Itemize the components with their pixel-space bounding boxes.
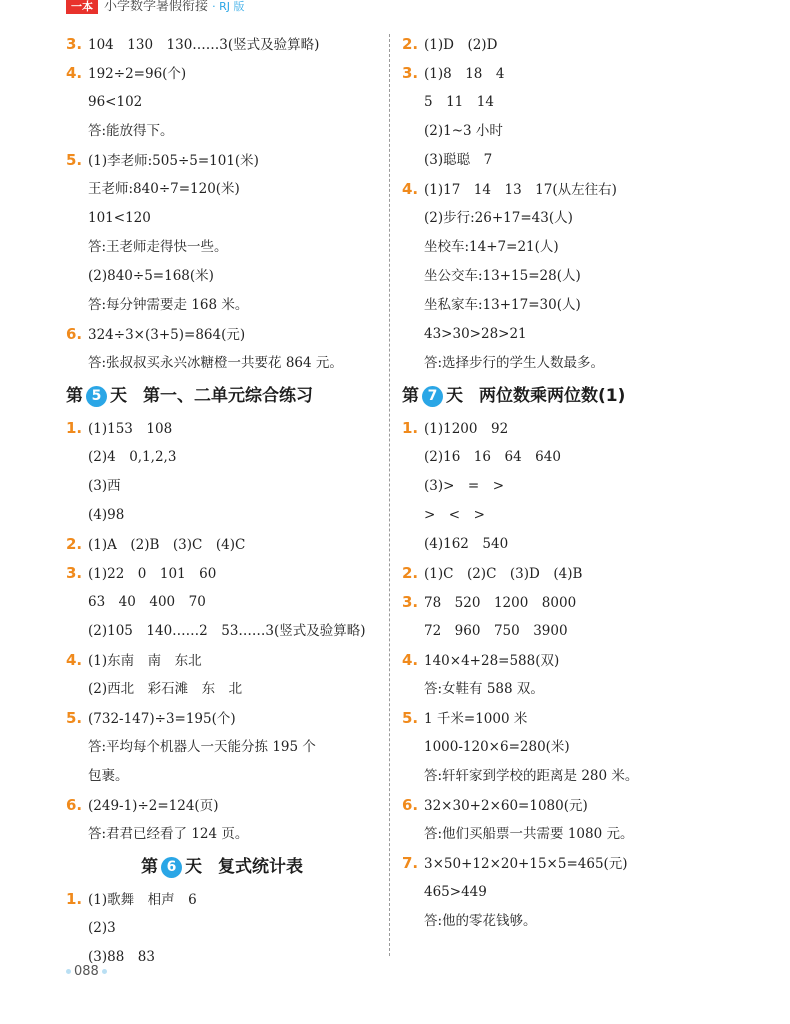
- answer-text: > < >: [424, 507, 485, 523]
- day-number-badge: 7: [422, 386, 443, 407]
- answer-list: [402, 30, 722, 378]
- answer-line: [66, 885, 378, 914]
- answer-text: 140×4+28=588(双): [424, 653, 560, 669]
- answer-line: [66, 646, 378, 675]
- answer-line: [402, 204, 722, 233]
- day-number-badge: 6: [161, 857, 182, 878]
- question-number: 6.: [66, 796, 83, 814]
- section-suffix: 天: [185, 857, 202, 877]
- day-number-badge: 5: [86, 386, 107, 407]
- section-heading-day6: [66, 849, 378, 885]
- answer-line: [66, 501, 378, 530]
- answer-text: 192÷2=96(个): [88, 66, 187, 82]
- answer-line: [66, 175, 378, 204]
- answer-line: [66, 559, 378, 588]
- answer-text: (1)A (2)B (3)C (4)C: [88, 537, 246, 553]
- answer-text: (1)153 108: [88, 421, 173, 437]
- answer-line: [66, 117, 378, 146]
- answer-line: [402, 646, 722, 675]
- answer-text: 答:王老师走得快一些。: [88, 239, 228, 255]
- answer-line: [402, 175, 722, 204]
- answer-text: (1)8 18 4: [424, 66, 505, 82]
- section-prefix: 第: [66, 386, 83, 406]
- question-number: 1.: [66, 890, 83, 908]
- answer-text: (2)16 16 64 640: [424, 449, 561, 465]
- answer-text: 1000-120×6=280(米): [424, 739, 570, 755]
- answer-text: (732-147)÷3=195(个): [88, 711, 236, 727]
- answer-line: [402, 704, 722, 733]
- question-number: 3.: [66, 564, 83, 582]
- answer-line: [66, 414, 378, 443]
- answer-text: 72 960 750 3900: [424, 623, 568, 639]
- answer-text: (1)17 14 13 17(从左往右): [424, 182, 617, 198]
- answer-text: 96<102: [88, 94, 143, 110]
- answer-text: (1)李老师:505÷5=101(米): [88, 153, 259, 169]
- question-number: 3.: [402, 593, 419, 611]
- answer-text: 1 千米=1000 米: [424, 711, 528, 727]
- answer-text: 答:能放得下。: [88, 123, 174, 139]
- answer-line: [66, 88, 378, 117]
- answer-line: [66, 675, 378, 704]
- answer-line: [66, 733, 378, 762]
- answer-line: [402, 30, 722, 59]
- answer-text: (3)聪聪 7: [424, 152, 493, 168]
- answer-line: [66, 204, 378, 233]
- answer-text: 王老师:840÷7=120(米): [88, 181, 240, 197]
- book-title-text: 小学数学暑假衔接: [104, 0, 209, 14]
- question-number: 2.: [402, 35, 419, 53]
- answer-line: [402, 675, 722, 704]
- answer-text: 465>449: [424, 884, 487, 900]
- answer-text: 答:女鞋有 588 双。: [424, 681, 544, 697]
- answer-line: [402, 472, 722, 501]
- answer-line: [402, 88, 722, 117]
- question-number: 4.: [402, 180, 419, 198]
- answer-line: [402, 349, 722, 378]
- answer-text: 答:他们买船票一共需要 1080 元。: [424, 826, 634, 842]
- answer-text: 包裹。: [88, 768, 129, 784]
- question-number: 6.: [402, 796, 419, 814]
- answer-line: [402, 559, 722, 588]
- answer-text: (2)西北 彩石滩 东 北: [88, 681, 243, 697]
- answer-line: [66, 59, 378, 88]
- answer-text: (2)4 0,1,2,3: [88, 449, 177, 465]
- answer-text: 答:平均每个机器人一天能分拣 195 个: [88, 739, 316, 755]
- answer-text: 101<120: [88, 210, 151, 226]
- answer-line: [66, 262, 378, 291]
- answer-line: [66, 588, 378, 617]
- question-number: 3.: [66, 35, 83, 53]
- answer-line: [66, 472, 378, 501]
- question-number: 6.: [66, 325, 83, 343]
- answer-line: [66, 704, 378, 733]
- answer-list: [66, 885, 378, 972]
- answer-text: 坐公交车:13+15=28(人): [424, 268, 581, 284]
- section-suffix: 天: [446, 386, 463, 406]
- answer-line: [402, 588, 722, 617]
- answer-line: [66, 30, 378, 59]
- answer-line: [66, 943, 378, 972]
- answer-text: 3×50+12×20+15×5=465(元): [424, 856, 628, 872]
- answer-line: [402, 762, 722, 791]
- footer-dot-right: [102, 969, 107, 974]
- answer-text: (2)840÷5=168(米): [88, 268, 214, 284]
- question-number: 5.: [402, 709, 419, 727]
- answer-line: [402, 617, 722, 646]
- answer-line: [66, 233, 378, 262]
- answer-text: 43>30>28>21: [424, 326, 527, 342]
- answer-text: 坐私家车:13+17=30(人): [424, 297, 581, 313]
- answer-text: (2)3: [88, 920, 116, 936]
- answer-text: (2)105 140……2 53……3(竖式及验算略): [88, 623, 366, 639]
- question-number: 5.: [66, 151, 83, 169]
- question-number: 2.: [402, 564, 419, 582]
- answer-text: 答:张叔叔买永兴冰糖橙一共要花 864 元。: [88, 355, 343, 371]
- answer-line: [66, 146, 378, 175]
- answer-line: [402, 501, 722, 530]
- page-footer: [66, 964, 107, 979]
- question-number: 3.: [402, 64, 419, 82]
- answer-line: [66, 791, 378, 820]
- answer-text: (3)西: [88, 478, 121, 494]
- question-number: 7.: [402, 854, 419, 872]
- answer-line: [402, 414, 722, 443]
- answer-text: 答:每分钟需要走 168 米。: [88, 297, 249, 313]
- question-number: 4.: [66, 651, 83, 669]
- answer-line: [402, 291, 722, 320]
- brand-logo: 一本: [66, 0, 98, 14]
- question-number: 5.: [66, 709, 83, 727]
- answer-line: [402, 233, 722, 262]
- answer-line: [402, 733, 722, 762]
- section-title: 第一、二单元综合练习: [143, 386, 313, 406]
- answer-text: 答:君君已经看了 124 页。: [88, 826, 249, 842]
- answer-text: 63 40 400 70: [88, 594, 206, 610]
- answer-line: [402, 907, 722, 936]
- answer-line: [66, 349, 378, 378]
- answer-text: 坐校车:14+7=21(人): [424, 239, 559, 255]
- answer-line: [66, 443, 378, 472]
- answer-line: [402, 320, 722, 349]
- answer-line: [402, 820, 722, 849]
- answer-line: [66, 617, 378, 646]
- answer-line: [402, 878, 722, 907]
- answer-text: (1)东南 南 东北: [88, 653, 202, 669]
- answer-text: 答:轩轩家到学校的距离是 280 米。: [424, 768, 639, 784]
- answer-text: 32×30+2×60=1080(元): [424, 798, 588, 814]
- answer-text: (4)98: [88, 507, 125, 523]
- section-title: 复式统计表: [218, 857, 303, 877]
- question-number: 4.: [402, 651, 419, 669]
- answer-line: [402, 849, 722, 878]
- answer-text: 104 130 130……3(竖式及验算略): [88, 37, 320, 53]
- answer-text: (1)22 0 101 60: [88, 566, 217, 582]
- book-title: [104, 0, 245, 14]
- answer-line: [402, 262, 722, 291]
- answer-text: (2)1~3 小时: [424, 123, 503, 139]
- page-header: [66, 0, 245, 14]
- answer-line: [66, 291, 378, 320]
- answer-list: [402, 414, 722, 936]
- section-suffix: 天: [110, 386, 127, 406]
- answer-line: [66, 762, 378, 791]
- page-number: 088: [74, 964, 99, 979]
- section-prefix: 第: [141, 857, 158, 877]
- answer-text: (1)D (2)D: [424, 37, 498, 53]
- answer-text: 5 11 14: [424, 94, 494, 110]
- answer-list: [66, 30, 378, 378]
- answer-text: 324÷3×(3+5)=864(元): [88, 327, 246, 343]
- answer-text: (3)> = >: [424, 478, 505, 494]
- answer-line: [66, 914, 378, 943]
- answer-text: (1)C (2)C (3)D (4)B: [424, 566, 583, 582]
- answer-text: 78 520 1200 8000: [424, 595, 577, 611]
- answer-line: [66, 320, 378, 349]
- footer-dot-left: [66, 969, 71, 974]
- answer-text: (4)162 540: [424, 536, 509, 552]
- section-title: 两位数乘两位数(1): [479, 386, 626, 406]
- answer-line: [402, 443, 722, 472]
- answer-list: [66, 414, 378, 849]
- answer-text: 答:选择步行的学生人数最多。: [424, 355, 605, 371]
- answer-line: [402, 791, 722, 820]
- question-number: 1.: [402, 419, 419, 437]
- left-column: [66, 30, 378, 972]
- answer-text: (249-1)÷2=124(页): [88, 798, 219, 814]
- section-heading-day5: [66, 378, 378, 414]
- section-prefix: 第: [402, 386, 419, 406]
- answer-text: (1)歌舞 相声 6: [88, 892, 197, 908]
- question-number: 4.: [66, 64, 83, 82]
- answer-line: [402, 530, 722, 559]
- column-divider: [389, 34, 390, 956]
- question-number: 2.: [66, 535, 83, 553]
- edition-tag: · RJ 版: [212, 0, 245, 13]
- answer-line: [66, 530, 378, 559]
- answer-text: 答:他的零花钱够。: [424, 913, 537, 929]
- right-column: [402, 30, 722, 936]
- answer-line: [402, 59, 722, 88]
- answer-text: (1)1200 92: [424, 421, 509, 437]
- answer-text: (2)步行:26+17=43(人): [424, 210, 573, 226]
- answer-line: [402, 117, 722, 146]
- answer-text: (3)88 83: [88, 949, 155, 965]
- answer-line: [402, 146, 722, 175]
- answer-line: [66, 820, 378, 849]
- section-heading-day7: [402, 378, 722, 414]
- question-number: 1.: [66, 419, 83, 437]
